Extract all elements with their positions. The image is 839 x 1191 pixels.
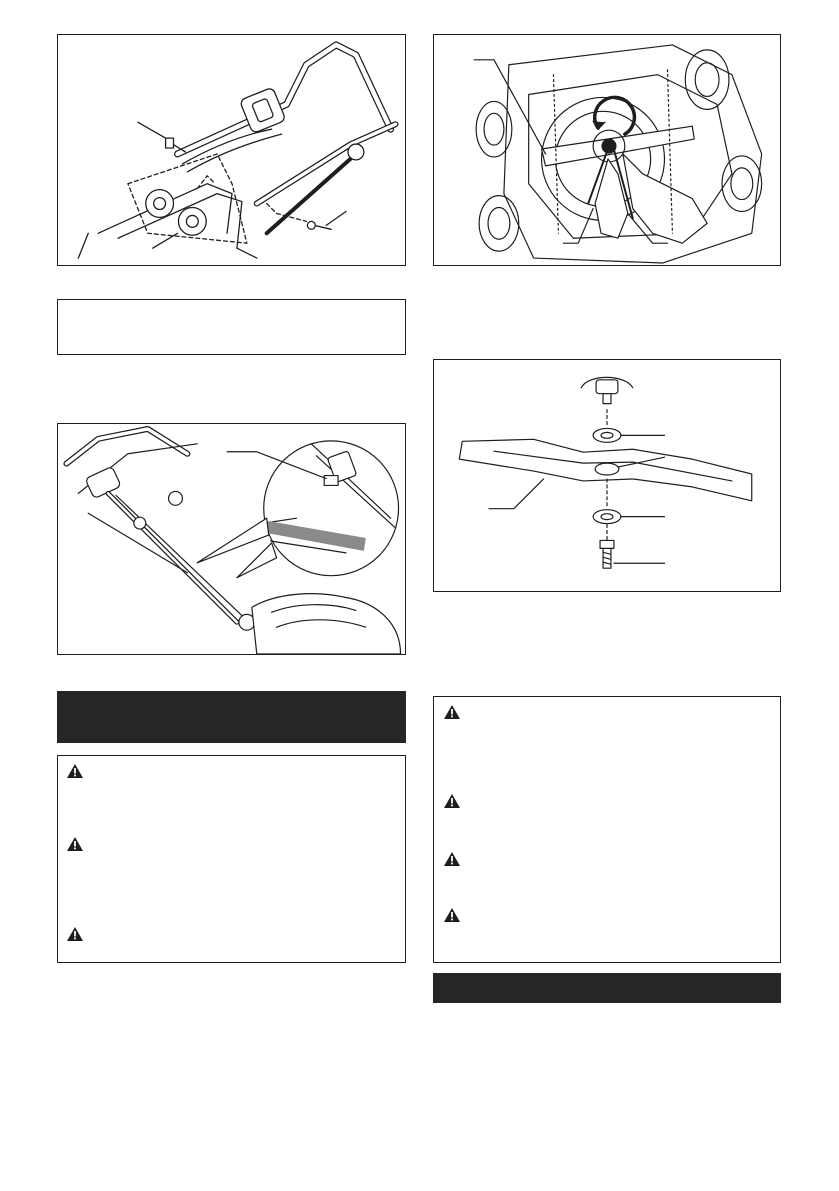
cable-clamp-figure (57, 423, 406, 655)
warning-triangle-icon (443, 793, 461, 809)
blade-exploded-figure (433, 359, 781, 592)
warning-triangle-icon (443, 907, 461, 923)
cable-clamp-illustration (58, 424, 405, 654)
warning-triangle-icon (66, 763, 84, 779)
section-heading-band (433, 973, 781, 1003)
note-box (57, 299, 406, 355)
warning-triangle-icon (66, 836, 84, 852)
blade-wrench-illustration (434, 35, 780, 265)
warning-triangle-icon (443, 704, 461, 720)
blade-exploded-view-illustration (434, 360, 780, 591)
warning-triangle-icon (66, 926, 84, 942)
warning-triangle-icon (443, 851, 461, 867)
blade-removal-figure (433, 34, 781, 266)
right-warning-box (433, 696, 781, 963)
section-heading-band (57, 691, 406, 743)
handle-assembly-illustration (58, 35, 405, 265)
left-warning-box (57, 755, 406, 963)
handle-assembly-figure (57, 34, 406, 266)
